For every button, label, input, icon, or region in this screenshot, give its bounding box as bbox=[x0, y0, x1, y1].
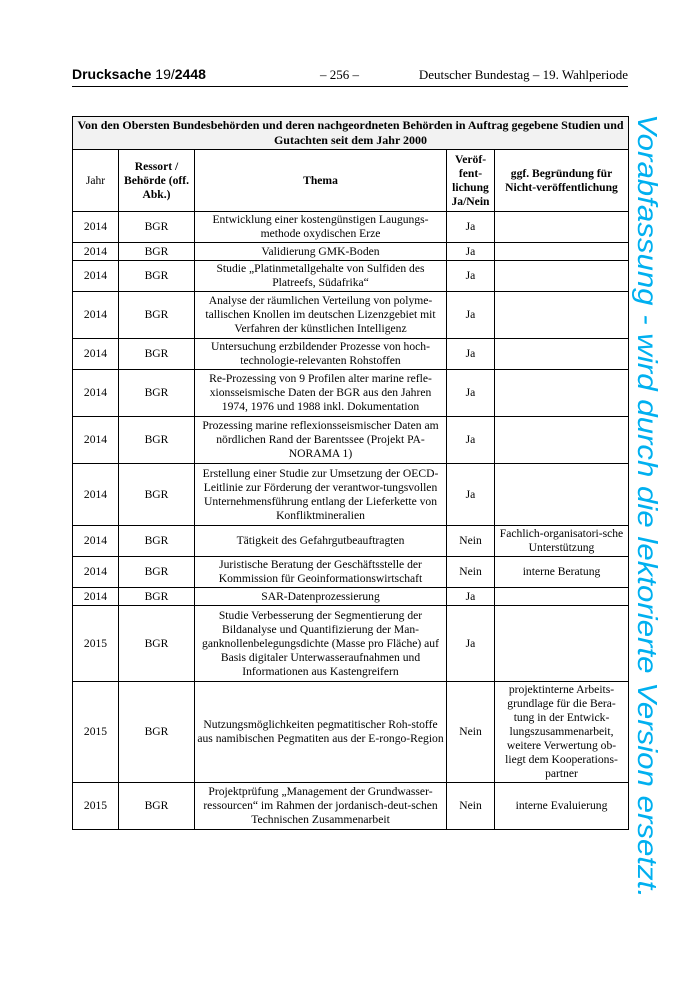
cell-ressort: BGR bbox=[119, 417, 195, 464]
cell-ressort: BGR bbox=[119, 557, 195, 588]
cell-jahr: 2014 bbox=[73, 292, 119, 339]
document-number: Drucksache 19/2448 bbox=[72, 66, 206, 82]
cell-veroeff: Nein bbox=[447, 557, 495, 588]
cell-jahr: 2014 bbox=[73, 417, 119, 464]
cell-thema: Nutzungsmöglichkeiten pegmatitischer Roh-stoffe aus namibischen Pegmatiten aus der E-rongo-Region bbox=[195, 682, 447, 783]
cell-jahr: 2014 bbox=[73, 557, 119, 588]
cell-veroeff: Ja bbox=[447, 417, 495, 464]
cell-thema: Validierung GMK-Boden bbox=[195, 243, 447, 261]
cell-begruendung: interne Beratung bbox=[495, 557, 629, 588]
column-header-begruendung: ggf. Begründung für Nicht-veröffentlichung bbox=[495, 150, 629, 212]
cell-thema: Studie Verbesserung der Segmentierung der Bildanalyse und Quantifizierung der Man-ganknollenbelegungsdichte (Masse pro Fläche) auf Basis digitaler Unterwasseraufnahmen und Informationen aus Kastengreifern bbox=[195, 606, 447, 682]
cell-begruendung bbox=[495, 464, 629, 526]
cell-ressort: BGR bbox=[119, 243, 195, 261]
table-row bbox=[73, 783, 629, 830]
cell-veroeff: Ja bbox=[447, 261, 495, 292]
column-header-ressort: Ressort / Behörde (off. Abk.) bbox=[119, 150, 195, 212]
cell-jahr: 2014 bbox=[73, 339, 119, 370]
cell-veroeff: Ja bbox=[447, 339, 495, 370]
watermark bbox=[626, 114, 686, 914]
cell-begruendung bbox=[495, 261, 629, 292]
cell-jahr: 2015 bbox=[73, 783, 119, 830]
table-row bbox=[73, 682, 629, 783]
cell-begruendung bbox=[495, 339, 629, 370]
cell-ressort: BGR bbox=[119, 212, 195, 243]
watermark-text: Vorabfassung - wird durch die lektorierte Version ersetzt. bbox=[632, 114, 663, 805]
cell-ressort: BGR bbox=[119, 292, 195, 339]
cell-thema: Tätigkeit des Gefahrgutbeauftragten bbox=[195, 526, 447, 557]
table-row bbox=[73, 243, 629, 261]
cell-thema: Erstellung einer Studie zur Umsetzung der OECD-Leitlinie zur Förderung der verantwor-tungsvollen Unternehmensführung entlang der Lieferkette von Konfliktmineralien bbox=[195, 464, 447, 526]
column-header-thema: Thema bbox=[195, 150, 447, 212]
table-row bbox=[73, 417, 629, 464]
cell-veroeff: Ja bbox=[447, 212, 495, 243]
cell-ressort: BGR bbox=[119, 339, 195, 370]
table-body bbox=[73, 212, 629, 830]
table-row bbox=[73, 339, 629, 370]
cell-begruendung bbox=[495, 588, 629, 606]
table-row bbox=[73, 212, 629, 243]
cell-thema: Re-Prozessing von 9 Profilen alter marine refle-xionsseismische Daten der BGR aus den Jahren 1974, 1976 und 1988 inkl. Dokumentation bbox=[195, 370, 447, 417]
cell-veroeff: Nein bbox=[447, 682, 495, 783]
cell-jahr: 2014 bbox=[73, 261, 119, 292]
cell-jahr: 2014 bbox=[73, 370, 119, 417]
page-header bbox=[72, 66, 628, 87]
table-row bbox=[73, 526, 629, 557]
cell-jahr: 2015 bbox=[73, 682, 119, 783]
cell-veroeff: Ja bbox=[447, 606, 495, 682]
cell-jahr: 2014 bbox=[73, 526, 119, 557]
cell-begruendung bbox=[495, 606, 629, 682]
cell-begruendung bbox=[495, 292, 629, 339]
watermark-graphic bbox=[626, 114, 686, 914]
cell-ressort: BGR bbox=[119, 370, 195, 417]
cell-begruendung bbox=[495, 417, 629, 464]
cell-begruendung bbox=[495, 212, 629, 243]
publisher-title: Deutscher Bundestag – 19. Wahlperiode bbox=[418, 67, 628, 82]
cell-veroeff: Ja bbox=[447, 464, 495, 526]
cell-veroeff: Nein bbox=[447, 783, 495, 830]
cell-ressort: BGR bbox=[119, 606, 195, 682]
cell-ressort: BGR bbox=[119, 682, 195, 783]
cell-jahr: 2014 bbox=[73, 588, 119, 606]
cell-thema: SAR-Datenprozessierung bbox=[195, 588, 447, 606]
cell-thema: Projektprüfung „Management der Grundwasser-ressourcen“ im Rahmen der jordanisch-deut-schen Technischen Zusammenarbeit bbox=[195, 783, 447, 830]
studies-table bbox=[72, 116, 629, 830]
cell-begruendung: Fachlich-organisatori-sche Unterstützung bbox=[495, 526, 629, 557]
cell-ressort: BGR bbox=[119, 526, 195, 557]
cell-jahr: 2014 bbox=[73, 243, 119, 261]
cell-veroeff: Ja bbox=[447, 243, 495, 261]
table-row bbox=[73, 292, 629, 339]
cell-thema: Entwicklung einer kostengünstigen Laugungs-methode oxydischen Erze bbox=[195, 212, 447, 243]
table-title: Von den Obersten Bundesbehörden und deren nachgeordneten Behörden in Auftrag gegebene Studien und Gutachten seit dem Jahr 2000 bbox=[73, 117, 629, 150]
cell-jahr: 2014 bbox=[73, 464, 119, 526]
cell-veroeff: Ja bbox=[447, 588, 495, 606]
table-row bbox=[73, 606, 629, 682]
cell-jahr: 2014 bbox=[73, 212, 119, 243]
column-header-jahr: Jahr bbox=[73, 150, 119, 212]
cell-veroeff: Nein bbox=[447, 526, 495, 557]
table-row bbox=[73, 588, 629, 606]
table-row bbox=[73, 261, 629, 292]
cell-jahr: 2015 bbox=[73, 606, 119, 682]
page-number: – 256 – bbox=[320, 67, 359, 82]
cell-thema: Analyse der räumlichen Verteilung von polyme-tallischen Knollen im deutschen Lizenzgebiet mit Verfahren der künstlichen Intelligenz bbox=[195, 292, 447, 339]
cell-veroeff: Ja bbox=[447, 370, 495, 417]
table-row bbox=[73, 370, 629, 417]
cell-ressort: BGR bbox=[119, 261, 195, 292]
cell-thema: Untersuchung erzbildender Prozesse von hoch-technologie-relevanten Rohstoffen bbox=[195, 339, 447, 370]
cell-begruendung bbox=[495, 243, 629, 261]
table-row bbox=[73, 464, 629, 526]
cell-ressort: BGR bbox=[119, 464, 195, 526]
cell-thema: Juristische Beratung der Geschäftsstelle der Kommission für Geoinformationswirtschaft bbox=[195, 557, 447, 588]
cell-thema: Prozessing marine reflexionsseismischer Daten am nördlichen Rand der Barentssee (Projekt PA-NORAMA 1) bbox=[195, 417, 447, 464]
cell-begruendung: projektinterne Arbeits-grundlage für die Bera-tung in der Entwick-lungszusammenarbeit, weitere Verwertung ob-liegt dem Kooperations-partner bbox=[495, 682, 629, 783]
cell-ressort: BGR bbox=[119, 783, 195, 830]
cell-begruendung: interne Evaluierung bbox=[495, 783, 629, 830]
cell-ressort: BGR bbox=[119, 588, 195, 606]
cell-veroeff: Ja bbox=[447, 292, 495, 339]
table-row bbox=[73, 557, 629, 588]
column-header-veroeffentlichung: Veröf-fent-lichung Ja/Nein bbox=[447, 150, 495, 212]
cell-begruendung bbox=[495, 370, 629, 417]
cell-thema: Studie „Platinmetallgehalte von Sulfiden des Platreefs, Südafrika“ bbox=[195, 261, 447, 292]
